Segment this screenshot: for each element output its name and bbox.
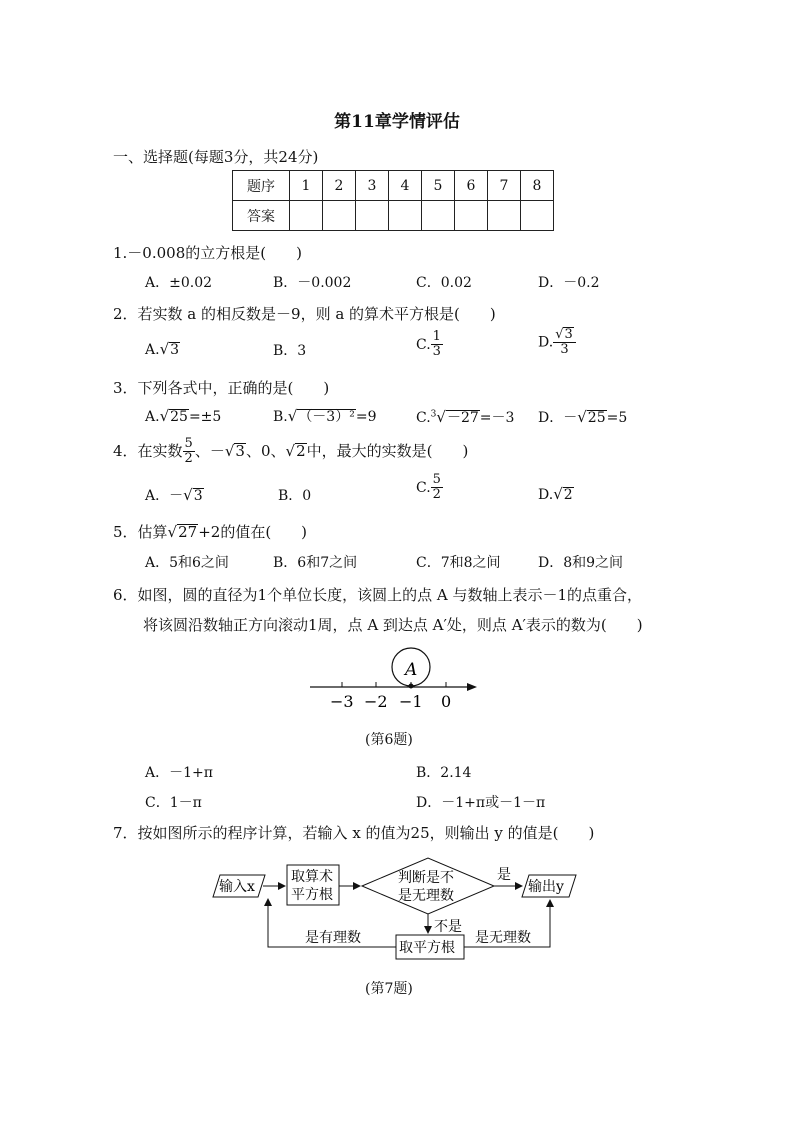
q6-option-b: B．2.14: [416, 765, 472, 781]
question-6-line-1: 6．如图，圆的直径为1个单位长度，该圆上的点 A 与数轴上表示－1的点重合，: [113, 586, 643, 604]
answer-cell[interactable]: [323, 201, 356, 231]
question-3-stem: 3．下列各式中，正确的是( ): [113, 379, 330, 397]
output-label: 输出y: [528, 879, 564, 895]
fraction: $\frac{1}{3}$: [432, 329, 441, 360]
fraction: $\frac{√3}{3}$: [553, 327, 576, 358]
tick-label: 0: [441, 692, 452, 711]
square-root-line-2: 平方根: [291, 887, 333, 903]
table-cell: 7: [488, 171, 521, 201]
q5-option-c: C．7和8之间: [416, 555, 501, 571]
question-2-stem: 2．若实数 a 的相反数是－9，则 a 的算术平方根是( ): [113, 305, 496, 323]
q3-option-b: B.√（－3）²=9: [273, 407, 377, 425]
figure-7-caption: (第7题): [365, 981, 413, 997]
answer-cell[interactable]: [488, 201, 521, 231]
no-label: 不是: [434, 919, 462, 935]
input-label: 输入x: [219, 879, 255, 895]
decision-line-1: 判断是不: [398, 870, 454, 886]
q1-option-d: D．－0.2: [538, 275, 600, 291]
radicand: 3: [170, 342, 180, 358]
table-cell: 4: [389, 171, 422, 201]
table-row: [233, 171, 554, 201]
q6-option-a: A．－1+π: [145, 765, 213, 781]
table-cell: 5: [422, 171, 455, 201]
table-cell: 8: [521, 171, 554, 201]
answer-cell[interactable]: [290, 201, 323, 231]
q4-option-c: C. $\frac{5}{2}$: [416, 472, 441, 503]
q2-option-b: B．3: [273, 343, 307, 359]
q3-option-c: C.$^3$√－27=－3: [416, 408, 515, 426]
rational-label: 是有理数: [305, 930, 361, 946]
q1-option-c: C．0.02: [416, 275, 472, 291]
answer-cell[interactable]: [389, 201, 422, 231]
q6-option-c: C．1－π: [145, 795, 202, 811]
q3-option-d: D．－√25=5: [538, 408, 628, 426]
table-cell: 2: [323, 171, 356, 201]
table-header: 答案: [233, 201, 290, 231]
q6-option-d: D．－1+π或－1－π: [416, 795, 546, 811]
q2-option-a: A.√3: [145, 340, 180, 358]
tick-label: −3: [330, 692, 354, 711]
figure-6-caption: (第6题): [365, 732, 413, 748]
answer-cell[interactable]: [422, 201, 455, 231]
tick-label: −2: [364, 692, 388, 711]
decision-diamond: [362, 858, 494, 914]
answer-table: [232, 170, 554, 231]
answer-cell[interactable]: [521, 201, 554, 231]
question-4-stem: 4．在实数 $\frac{5}{2}$ 、－√3、0、√2中，最大的实数是( ): [113, 436, 469, 467]
yes-label: 是: [497, 867, 511, 883]
option-label: C.: [416, 336, 431, 353]
table-row: [233, 201, 554, 231]
q2-option-c: [416, 330, 443, 360]
q4-option-a: A．－√3: [145, 486, 203, 504]
q4-option-b: B．0: [278, 488, 312, 504]
table-cell: 1: [290, 171, 323, 201]
answer-cell[interactable]: [455, 201, 488, 231]
q4-option-d: D.√2: [538, 485, 573, 503]
q5-option-a: A．5和6之间: [145, 555, 229, 571]
q1-option-b: B．－0.002: [273, 275, 352, 291]
table-header: 题序: [233, 171, 290, 201]
question-6-line-2: 将该圆沿数轴正方向滚动1周，点 A 到达点 A′处，则点 A′表示的数为( ): [143, 616, 643, 634]
q5-option-b: B．6和7之间: [273, 555, 358, 571]
table-cell: 6: [455, 171, 488, 201]
q2-option-d: [538, 327, 576, 358]
table-cell: 3: [356, 171, 389, 201]
number-line-figure: [305, 645, 485, 715]
q1-option-a: A．±0.02: [145, 275, 213, 291]
question-1-stem: 1.－0.008的立方根是( ): [113, 244, 302, 262]
section-heading: 一、选择题(每题3分，共24分): [113, 148, 319, 166]
q3-option-a: A.√25=±5: [145, 407, 222, 425]
question-7-stem: 7．按如图所示的程序计算，若输入 x 的值为25，则输出 y 的值是( ): [113, 824, 595, 842]
question-5-stem: 5．估算√27+2的值在( ): [113, 523, 308, 541]
option-label: A.: [145, 342, 160, 358]
option-label: D.: [538, 334, 554, 351]
answer-cell[interactable]: [356, 201, 389, 231]
q5-option-d: D．8和9之间: [538, 555, 624, 571]
tick-label: −1: [399, 692, 423, 711]
page-title: 第11章学情评估: [334, 112, 460, 132]
square-root-line-1: 取算术: [291, 869, 333, 885]
flowchart-figure: [210, 855, 590, 965]
point-a-dot: [409, 684, 414, 689]
decision-line-2: 是无理数: [398, 888, 454, 904]
irrational-label: 是无理数: [475, 930, 531, 946]
square-box-label: 取平方根: [399, 940, 455, 956]
point-a-label: A: [405, 660, 418, 680]
